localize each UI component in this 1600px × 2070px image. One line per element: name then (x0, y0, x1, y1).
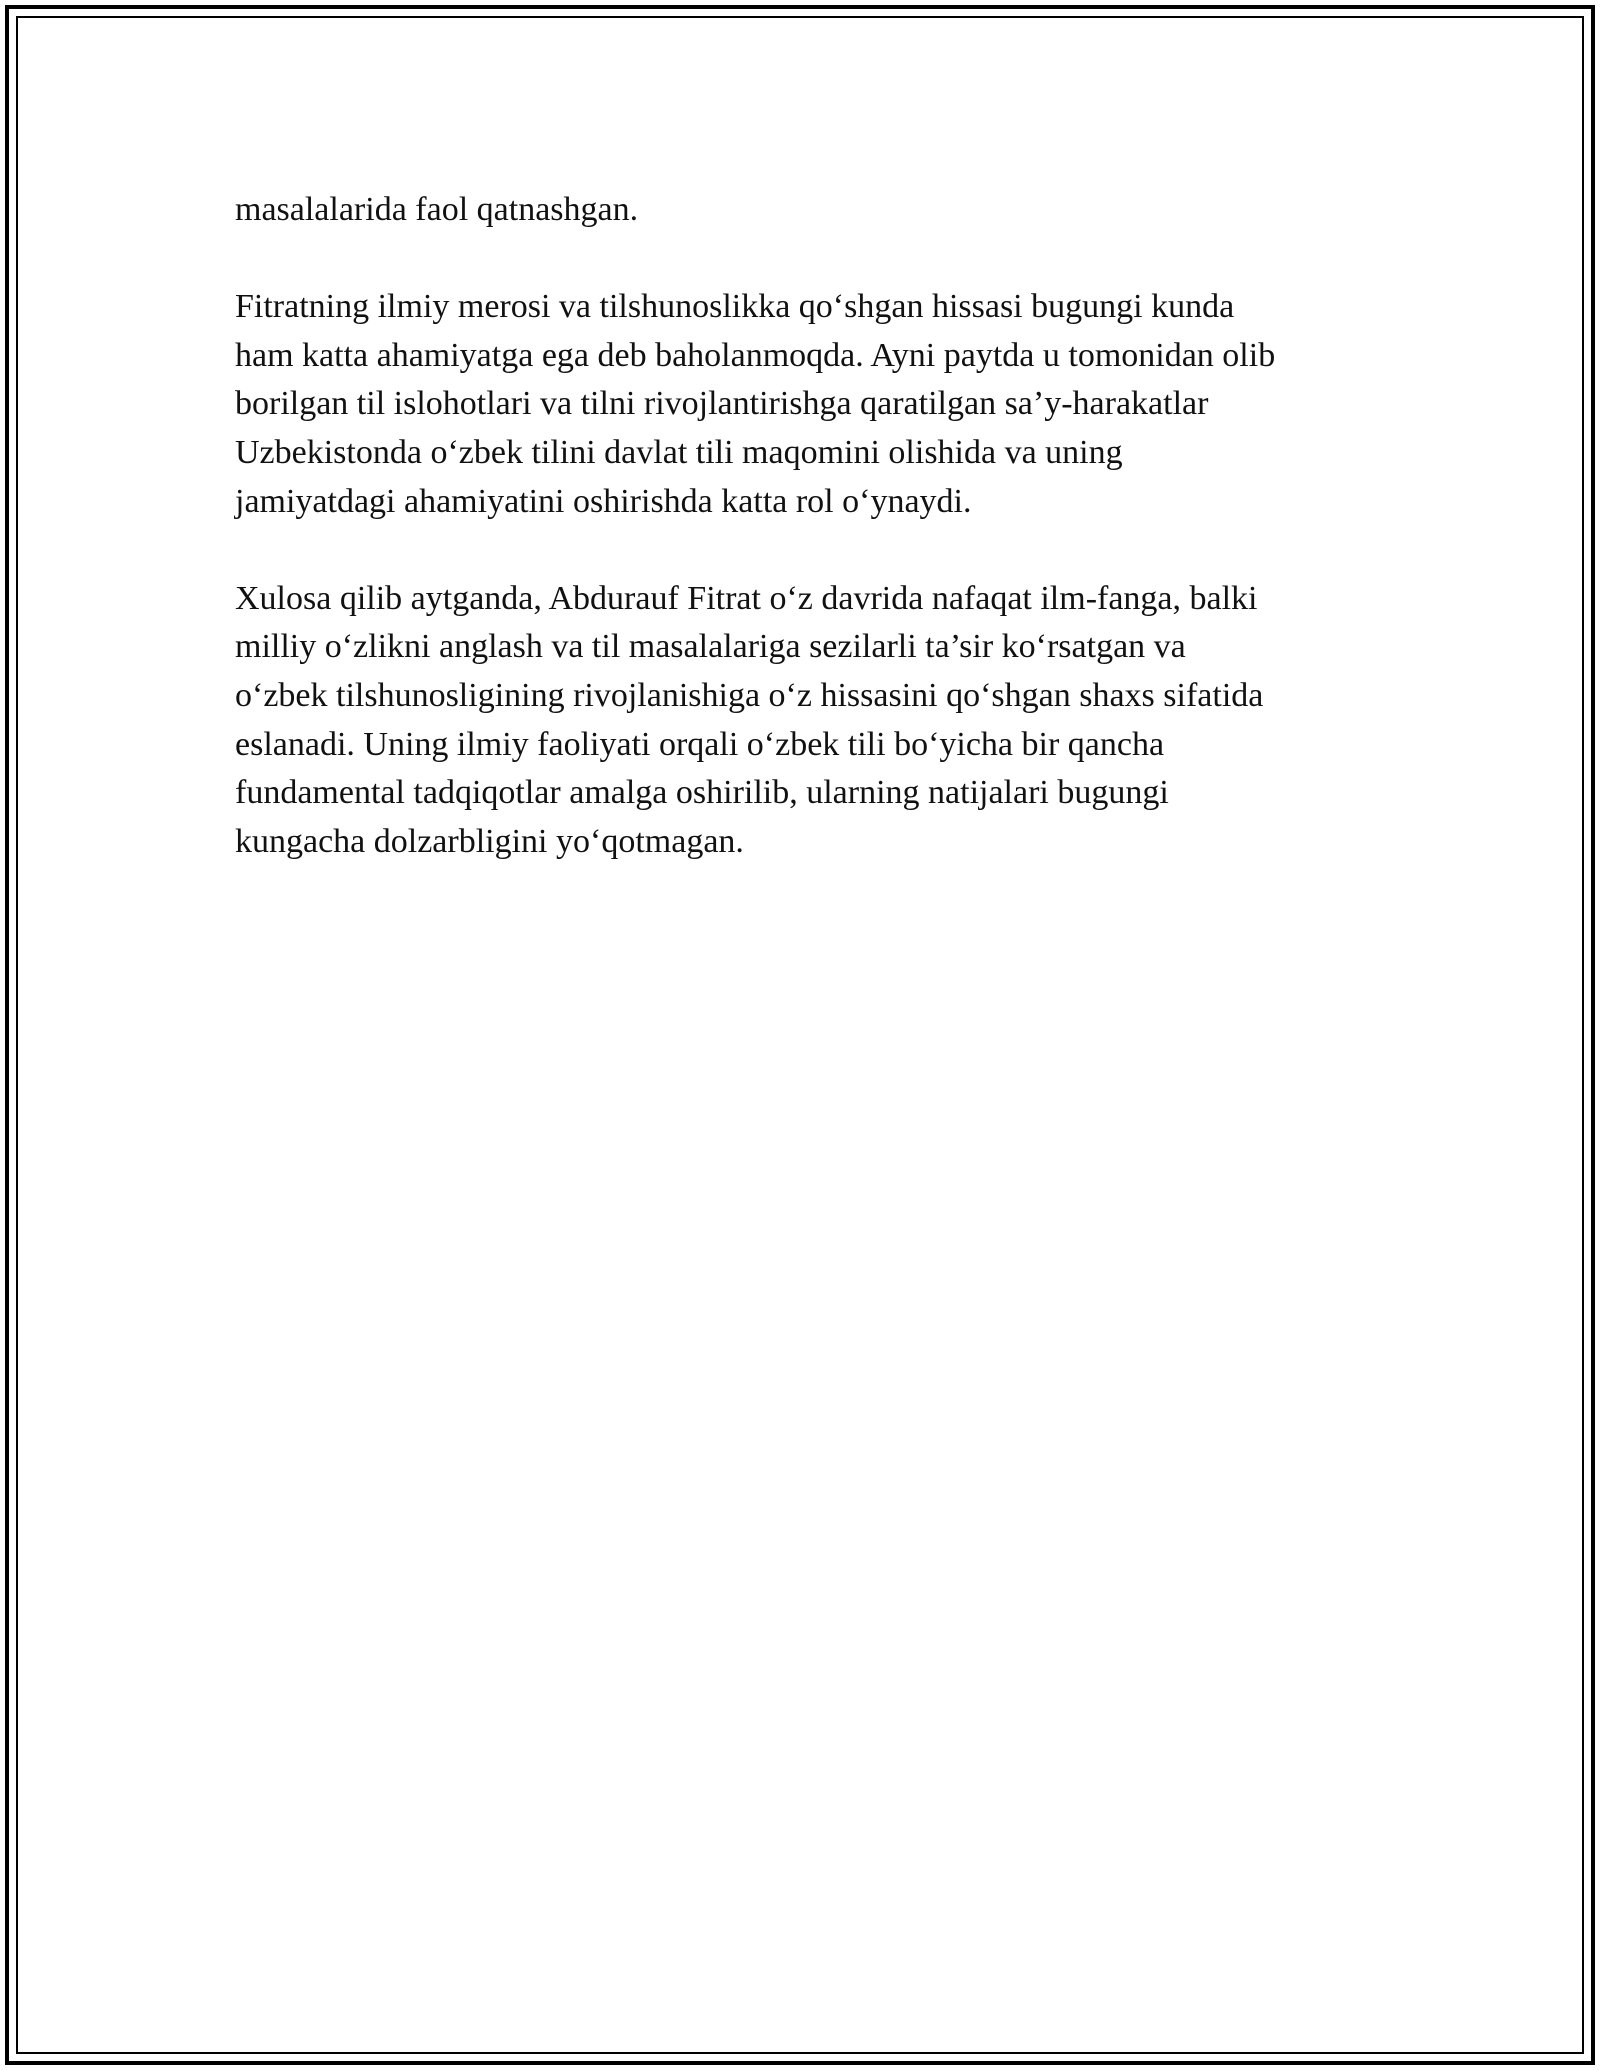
paragraph-legacy: Fitratning ilmiy merosi va tilshunoslikka qo‘shgan hissasi bugungi kunda ham katta ahamiyatga ega deb baholanmoqda. Ayni paytda u tomonidan olib borilgan til islohotlari va tilni rivojlantirishga qaratilgan sa’y-harakatlar Uzbekistonda o‘zbek tilini davlat tili maqomini olishida va uning jamiyatdagi ahamiyatini oshirishda katta rol o‘ynaydi. (235, 288, 1276, 520)
document-body (235, 186, 1365, 915)
paragraph-continuation: masalalarida faol qatnashgan. (235, 191, 639, 228)
paragraph-conclusion: Xulosa qilib aytganda, Abdurauf Fitrat o‘z davrida nafaqat ilm-fanga, balki milliy o‘zlikni anglash va til masalalariga sezilarli ta’sir ko‘rsatgan va o‘zbek tilshunosligining rivojlanishiga o‘z hissasini qo‘shgan shaxs sifatida eslanadi. Uning ilmiy faoliyati orqali o‘zbek tili bo‘yicha bir qancha fundamental tadqiqotlar amalga oshirilib, ularning natijalari bugungi kungacha dolzarbligini yo‘qotmagan. (235, 579, 1264, 860)
